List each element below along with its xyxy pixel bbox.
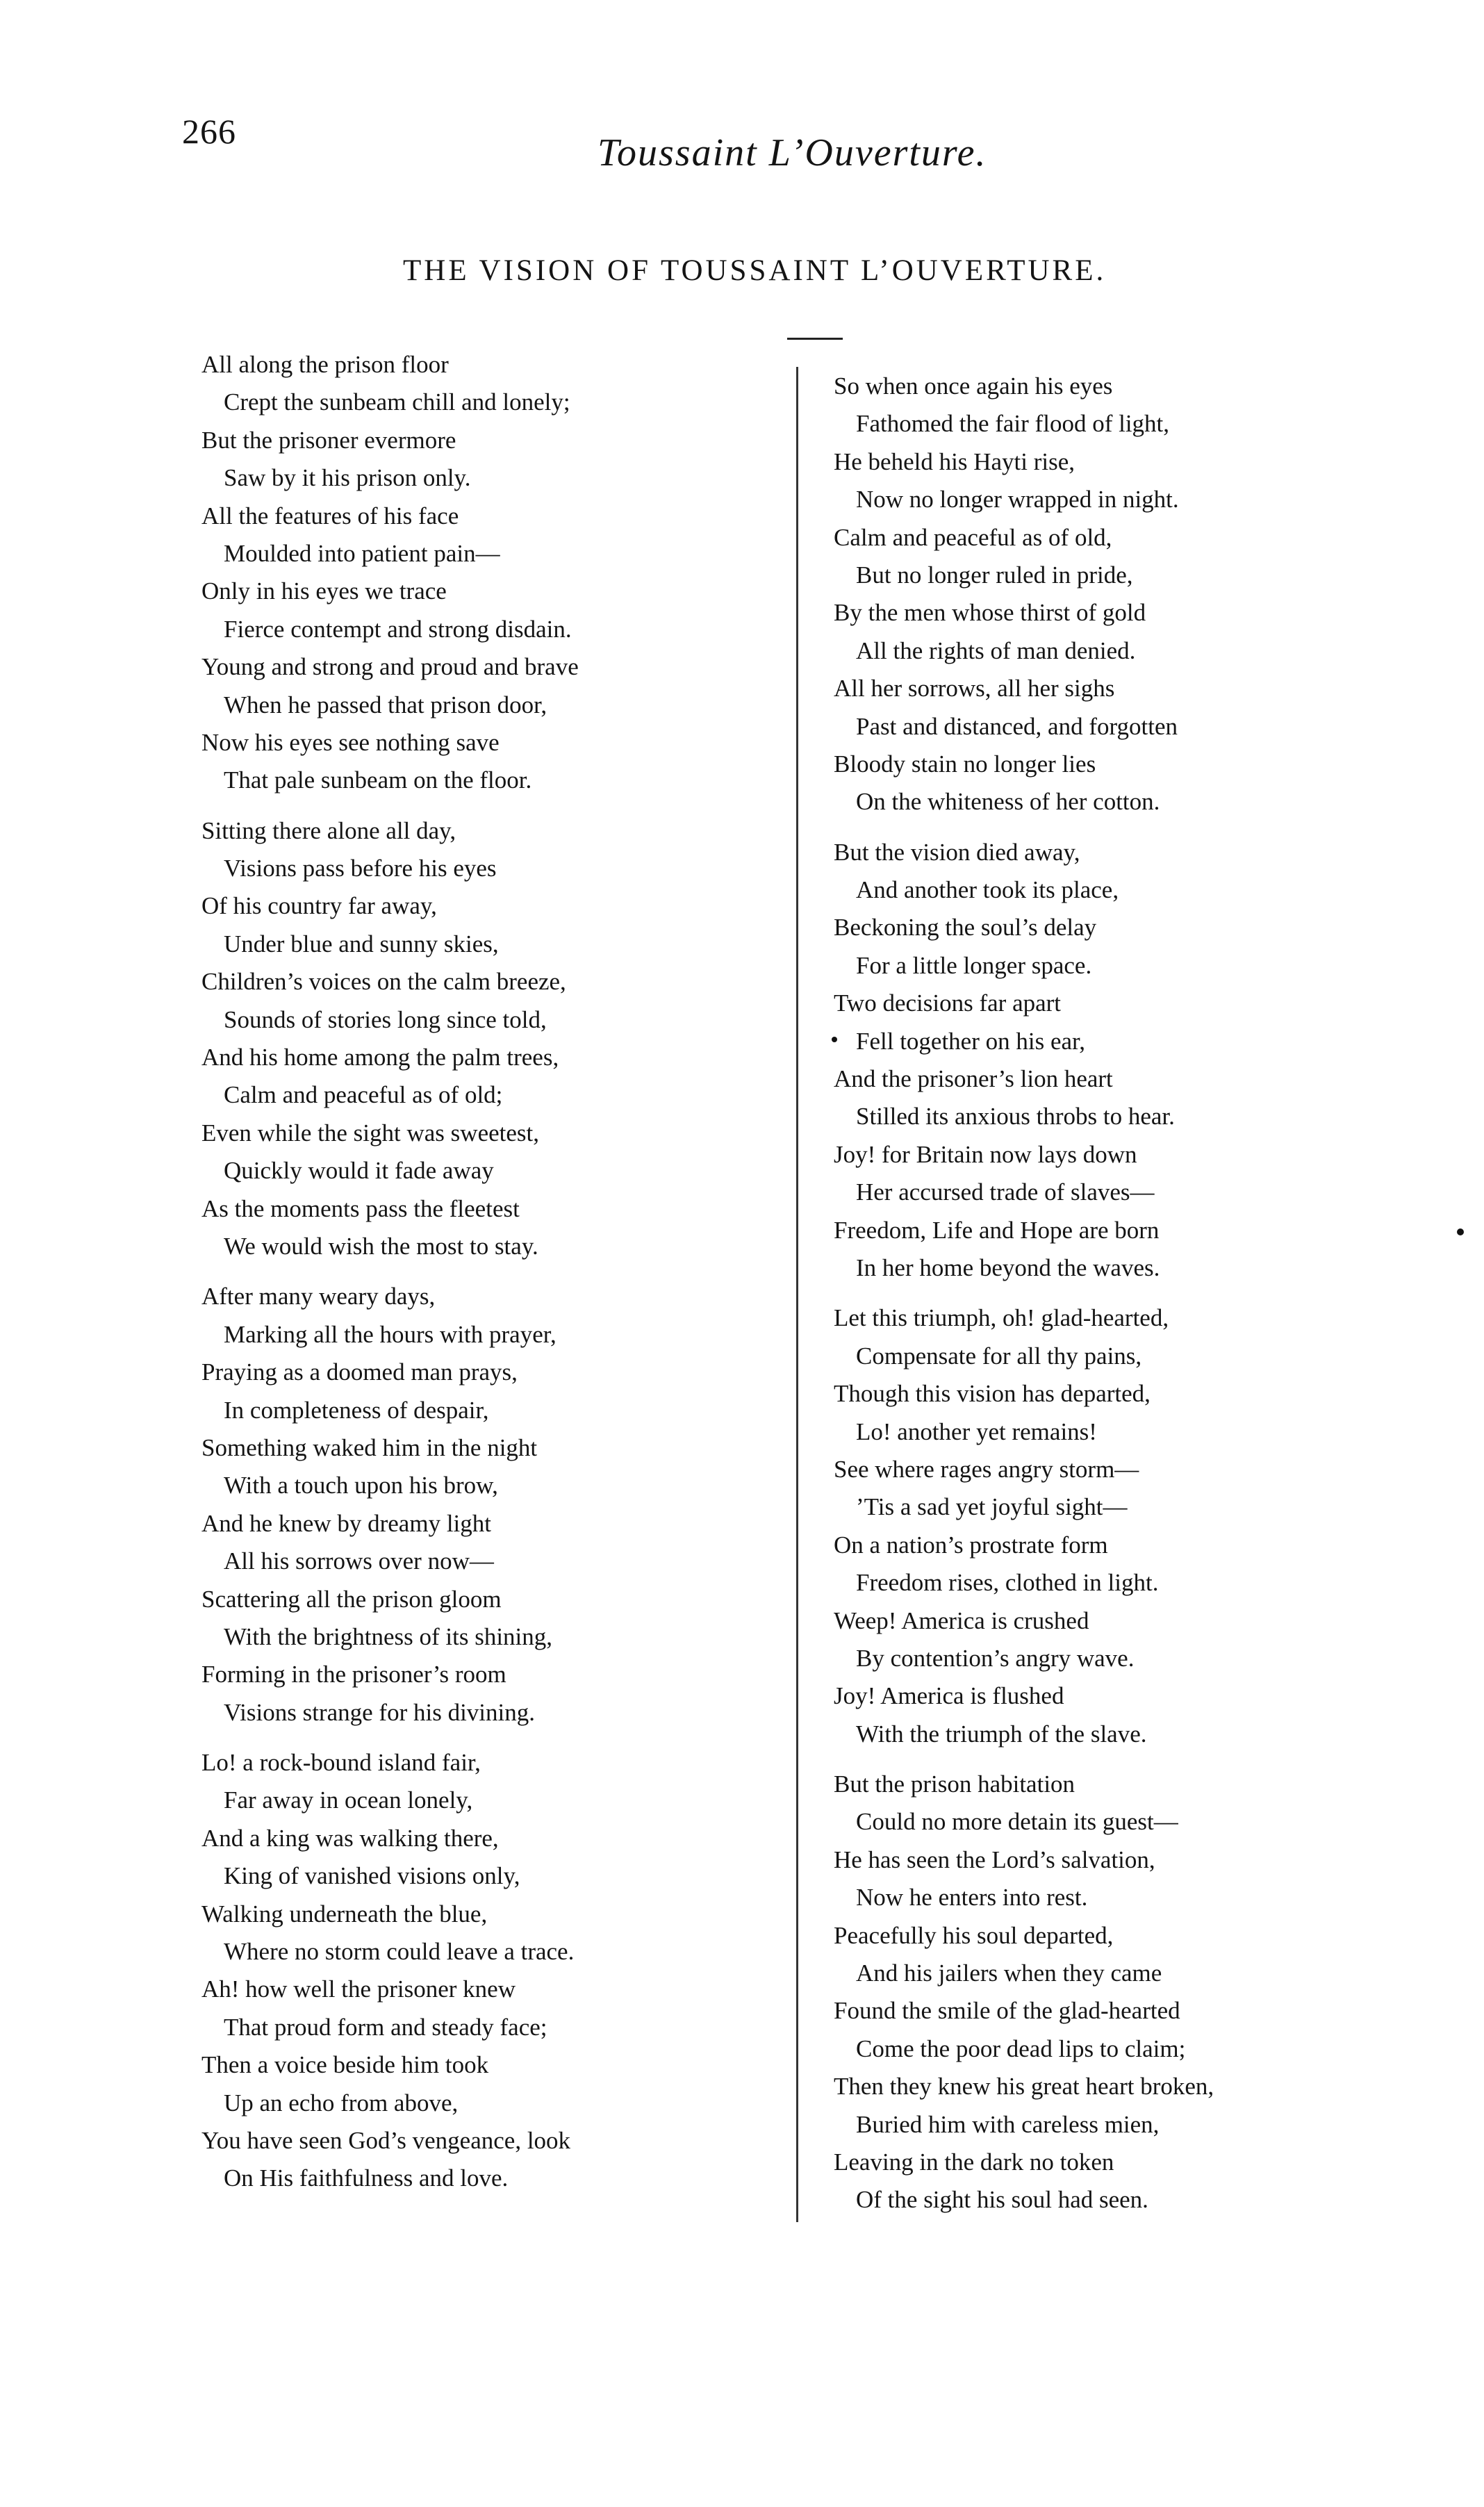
poem-line: You have seen God’s vengeance, look	[201, 2126, 571, 2154]
poem-line: Two decisions far apart	[834, 989, 1062, 1017]
poem-line: But the vision died away,	[834, 838, 1080, 866]
poem-line: Peacefully his soul departed,	[834, 1921, 1114, 1949]
poem-line: He has seen the Lord’s salvation,	[834, 1846, 1155, 1873]
poem-line: And his jailers when they came	[856, 1959, 1162, 1987]
poem-line: On the whiteness of her cotton.	[856, 788, 1160, 816]
poem-line: That proud form and steady face;	[224, 2013, 547, 2041]
poem-line: On His faithfulness and love.	[224, 2164, 509, 2192]
poem-line: In completeness of despair,	[224, 1396, 489, 1424]
page-number: 266	[182, 112, 236, 151]
poem-line: But the prisoner evermore	[201, 426, 456, 454]
right-stanza	[834, 1299, 1362, 1753]
poem-line: King of vanished visions only,	[224, 1862, 520, 1890]
running-head: Toussaint L’Ouverture.	[597, 131, 987, 174]
poem-line: Where no storm could leave a trace.	[224, 1938, 575, 1966]
poem-line: Buried him with careless mien,	[856, 2110, 1160, 2138]
poem-line: With the triumph of the slave.	[856, 1720, 1147, 1748]
title-rule	[787, 338, 843, 340]
right-column	[834, 368, 1362, 2232]
poem-line: Lo! another yet remains!	[856, 1417, 1097, 1445]
poem-line: Far away in ocean lonely,	[224, 1786, 473, 1814]
poem-line: Saw by it his prison only.	[224, 464, 471, 492]
poem-line: In her home beyond the waves.	[856, 1254, 1160, 1281]
poem-line: Let this triumph, oh! glad-hearted,	[834, 1304, 1169, 1332]
poem-line: When he passed that prison door,	[224, 691, 547, 718]
poem-line: See where rages angry storm—	[834, 1455, 1139, 1483]
poem-line: Freedom rises, clothed in light.	[856, 1569, 1159, 1597]
poem-line: By contention’s angry wave.	[856, 1644, 1135, 1672]
poem-line: Even while the sight was sweetest,	[201, 1119, 540, 1146]
poem-line: Come the poor dead lips to claim;	[856, 2035, 1186, 2062]
poem-line: Joy! America is flushed	[834, 1682, 1064, 1710]
poem-line: Joy! for Britain now lays down	[834, 1140, 1137, 1168]
poem-line: Crept the sunbeam chill and lonely;	[224, 388, 570, 416]
poem-line: All along the prison floor	[201, 351, 449, 378]
poem-line: With the brightness of its shining,	[224, 1622, 553, 1650]
poem-line: Quickly would it fade away	[224, 1157, 494, 1185]
poem-line: And another took its place,	[856, 876, 1119, 904]
poem-line: With a touch upon his brow,	[224, 1472, 498, 1499]
poem-line: Sounds of stories long since told,	[224, 1005, 547, 1033]
poem-line: Stilled its anxious throbs to hear.	[856, 1103, 1175, 1131]
poem-line: Though this vision has departed,	[834, 1380, 1151, 1408]
column-divider	[796, 367, 798, 2222]
poem-line: By the men whose thirst of gold	[834, 599, 1146, 627]
poem-line: All the rights of man denied.	[856, 636, 1136, 664]
poem-line: That pale sunbeam on the floor.	[224, 766, 532, 794]
poem-line: All his sorrows over now—	[224, 1547, 494, 1575]
poem-line: Visions strange for his divining.	[224, 1698, 536, 1726]
poem-line: Weep! America is crushed	[834, 1606, 1089, 1634]
poem-line: Beckoning the soul’s delay	[834, 914, 1097, 942]
left-column	[201, 346, 729, 2210]
poem-line: Fierce contempt and strong disdain.	[224, 615, 572, 643]
right-stanza	[834, 1766, 1362, 2219]
right-stanza	[834, 368, 1362, 821]
poem-line: Under blue and sunny skies,	[224, 930, 499, 957]
poem-line: Leaving in the dark no token	[834, 2148, 1114, 2176]
poem-line: After many weary days,	[201, 1283, 436, 1310]
poem-line: Walking underneath the blue,	[201, 1900, 488, 1927]
poem-line: Of his country far away,	[201, 892, 437, 920]
ink-speck	[832, 1037, 837, 1042]
poem-line: Past and distanced, and forgotten	[856, 712, 1178, 740]
poem-line: Fell together on his ear,	[856, 1027, 1086, 1055]
poem-line: Ah! how well the prisoner knew	[201, 1975, 516, 2003]
poem-line: Bloody stain no longer lies	[834, 750, 1096, 778]
left-stanza	[201, 1278, 729, 1732]
poem-line: And a king was walking there,	[201, 1824, 499, 1852]
poem-line: Now his eyes see nothing save	[201, 728, 500, 756]
poem-line: He beheld his Hayti rise,	[834, 447, 1075, 475]
poem-line: Visions pass before his eyes	[224, 855, 497, 882]
left-stanza	[201, 346, 729, 800]
poem-line: But no longer ruled in pride,	[856, 561, 1133, 589]
right-stanza	[834, 834, 1362, 1288]
poem-line: On a nation’s prostrate form	[834, 1531, 1108, 1559]
poem-line: Children’s voices on the calm breeze,	[201, 968, 566, 996]
poem-line: Then a voice beside him took	[201, 2051, 489, 2079]
poem-line: Up an echo from above,	[224, 2089, 459, 2116]
poem-line: Now he enters into rest.	[856, 1884, 1088, 1912]
poem-line: And the prisoner’s lion heart	[834, 1065, 1113, 1093]
poem-line: So when once again his eyes	[834, 372, 1113, 400]
poem-line: All her sorrows, all her sighs	[834, 675, 1115, 702]
poem-line: ’Tis a sad yet joyful sight—	[856, 1493, 1128, 1521]
poem-line: Marking all the hours with prayer,	[224, 1320, 556, 1348]
poem-line: Moulded into patient pain—	[224, 539, 500, 567]
poem-line: Could no more detain its guest—	[856, 1808, 1178, 1836]
poem-line: Only in his eyes we trace	[201, 577, 447, 605]
poem-line: Lo! a rock-bound island fair,	[201, 1749, 481, 1777]
poem-line: As the moments pass the fleetest	[201, 1194, 520, 1222]
poem-title: THE VISION OF TOUSSAINT L’OUVERTURE.	[403, 254, 1107, 287]
poem-line: Fathomed the fair flood of light,	[856, 410, 1170, 438]
poem-line: Then they knew his great heart broken,	[834, 2073, 1214, 2101]
poem-line: All the features of his face	[201, 502, 459, 529]
poem-line: Compensate for all thy pains,	[856, 1342, 1142, 1370]
poem-line: Her accursed trade of slaves—	[856, 1178, 1155, 1206]
poem-line: Scattering all the prison gloom	[201, 1585, 502, 1613]
poem-line: Calm and peaceful as of old,	[834, 523, 1112, 551]
poem-line: Sitting there alone all day,	[201, 816, 456, 844]
poem-line: Of the sight his soul had seen.	[856, 2186, 1148, 2214]
poem-line: And he knew by dreamy light	[201, 1509, 491, 1537]
poem-line: Calm and peaceful as of old;	[224, 1081, 503, 1109]
poem-line: Forming in the prisoner’s room	[201, 1661, 506, 1688]
poem-line: Freedom, Life and Hope are born	[834, 1216, 1160, 1244]
left-stanza	[201, 1744, 729, 2198]
left-stanza	[201, 812, 729, 1266]
poem-line: For a little longer space.	[856, 951, 1092, 979]
poem-line: And his home among the palm trees,	[201, 1044, 559, 1071]
poem-line: We would wish the most to stay.	[224, 1232, 538, 1260]
poem-line: But the prison habitation	[834, 1770, 1075, 1798]
poem-line: Now no longer wrapped in night.	[856, 486, 1179, 513]
poem-line: Something waked him in the night	[201, 1433, 538, 1461]
poem-line: Found the smile of the glad-hearted	[834, 1997, 1180, 2025]
ink-speck	[1457, 1228, 1464, 1235]
poem-line: Young and strong and proud and brave	[201, 653, 579, 681]
poem-line: Praying as a doomed man prays,	[201, 1358, 518, 1386]
